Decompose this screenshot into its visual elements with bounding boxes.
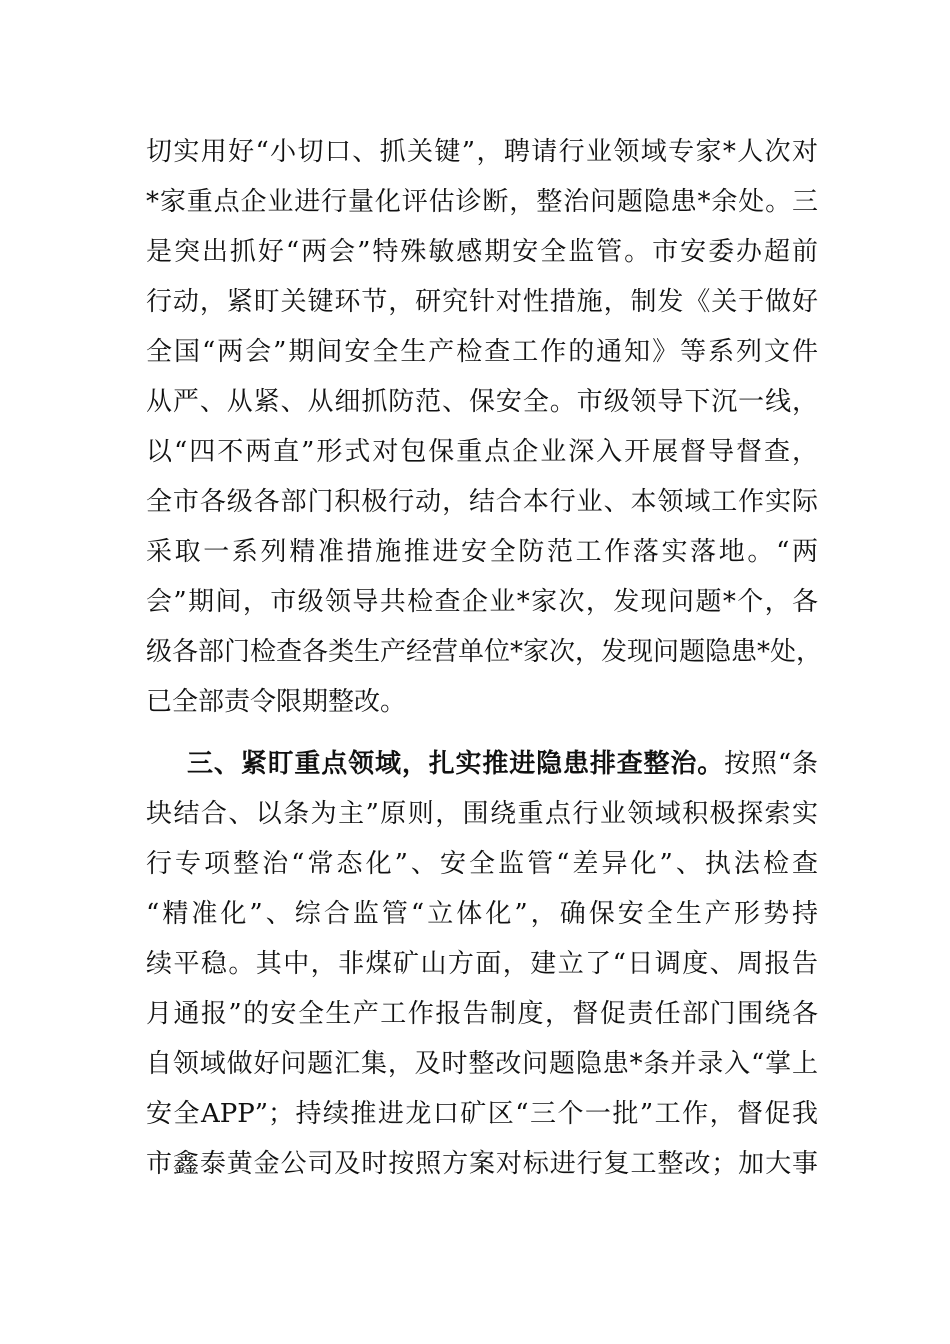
paragraph-1-line-8: 全市各级各部门积极行动，结合本行业、本领域工作实际: [146, 487, 818, 517]
paragraph-1-line-4: 行动，紧盯关键环节，研究针对性措施，制发《关于做好: [146, 287, 818, 317]
paragraph-2-line-8: 安全APP”；持续推进龙口矿区“三个一批”工作，督促我: [146, 1099, 818, 1129]
paragraph-1-line-6: 从严、从紧、从细抓防范、保安全。市级领导下沉一线，: [146, 387, 818, 417]
paragraph-1-line-5: 全国“两会”期间安全生产检查工作的通知》等系列文件: [146, 337, 818, 367]
paragraph-1-line-2: *家重点企业进行量化评估诊断，整治问题隐患*余处。三: [146, 187, 818, 217]
paragraph-2-line-9: 市鑫泰黄金公司及时按照方案对标进行复工整改；加大事: [146, 1149, 818, 1179]
paragraph-2-line-2: 块结合、以条为主”原则，围绕重点行业领域积极探索实: [146, 799, 818, 829]
paragraph-2-line-1-rest: 按照“条: [724, 749, 818, 779]
paragraph-2-line-1: [187, 738, 818, 790]
paragraph-1-line-10: 会”期间，市级领导共检查企业*家次，发现问题*个，各: [146, 587, 818, 617]
paragraph-1-line-1: 切实用好“小切口、抓关键”，聘请行业领域专家*人次对: [146, 137, 818, 167]
paragraph-2-line-3: 行专项整治“常态化”、安全监管“差异化”、执法检查: [146, 849, 818, 879]
paragraph-2-line-5: 续平稳。其中，非煤矿山方面，建立了“日调度、周报告: [146, 949, 818, 979]
paragraph-1-line-12: 已全部责令限期整改。: [146, 687, 407, 717]
section-heading: 三、紧盯重点领域，扎实推进隐患排查整治。: [187, 749, 725, 779]
paragraph-2-line-4: “精准化”、综合监管“立体化”，确保安全生产形势持: [146, 899, 818, 929]
paragraph-1-line-7: 以“四不两直”形式对包保重点企业深入开展督导督查，: [146, 437, 818, 467]
paragraph-2-line-6: 月通报”的安全生产工作报告制度，督促责任部门围绕各: [146, 999, 818, 1029]
paragraph-1-line-11: 级各部门检查各类生产经营单位*家次，发现问题隐患*处，: [146, 637, 823, 667]
paragraph-1-line-9: 采取一系列精准措施推进安全防范工作落实落地。“两: [146, 537, 818, 567]
paragraph-1-line-3: 是突出抓好“两会”特殊敏感期安全监管。市安委办超前: [146, 237, 818, 267]
paragraph-2-line-7: 自领域做好问题汇集，及时整改问题隐患*条并录入“掌上: [146, 1049, 818, 1079]
